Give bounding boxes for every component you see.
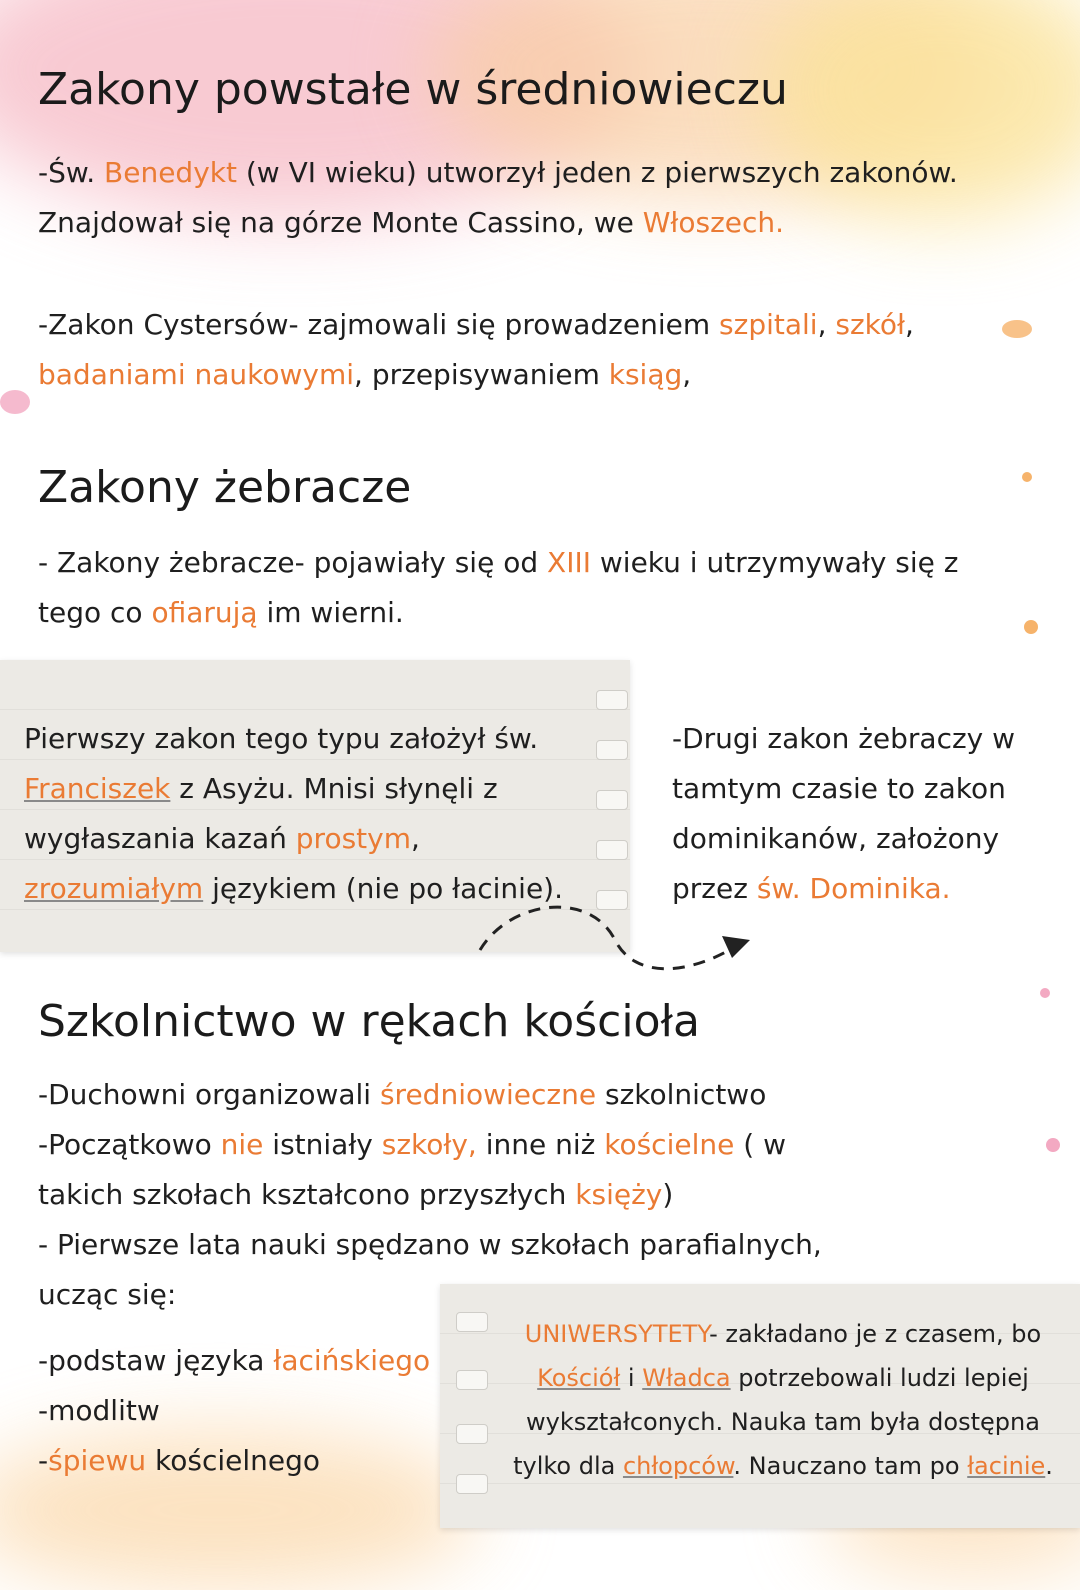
binder-ring xyxy=(456,1424,488,1444)
list-szkolnictwo: -Duchowni organizowali średniowieczne szkolnictwo -Początkowo nie istniały szkoły, inne niż kościelne ( w takich szkołach kształcono przyszłych księży) - Pierwsze lata nauki spędzano w szkołach parafialnych, ucząc się: xyxy=(38,1078,822,1311)
decor-dot xyxy=(1040,988,1050,998)
binder-ring xyxy=(596,740,628,760)
note-dominikanie: -Drugi zakon żebraczy w tamtym czasie to zakon dominikanów, założony przez św. Dominika. xyxy=(672,722,1016,905)
paragraph-zakony-zebracze: - Zakony żebracze- pojawiały się od XIII wieku i utrzymywały się z tego co ofiarują im wierni. xyxy=(38,546,959,629)
paragraph-benedykt: -Św. Benedykt (w VI wieku) utworzył jeden z pierwszych zakonów. Znajdował się na górze Monte Cassino, we Włoszech. xyxy=(38,156,958,239)
binder-ring xyxy=(596,790,628,810)
decor-dot xyxy=(1046,1138,1060,1152)
paragraph-cystersi: -Zakon Cystersów- zajmowali się prowadzeniem szpitali, szkół, badaniami naukowymi, przepisywaniem ksiąg, xyxy=(38,308,914,391)
note-franciszek: Pierwszy zakon tego typu założył św. Franciszek z Asyżu. Mnisi słynęli z wygłaszania kazań prostym, zrozumiałym językiem (nie po łacinie). xyxy=(24,722,564,905)
list-nauka-parafialna: -podstaw języka łacińskiego -modlitw -śpiewu kościelnego xyxy=(38,1344,431,1477)
binder-ring xyxy=(456,1474,488,1494)
section-title-zakony-sredniowiecze: Zakony powstałe w średniowieczu xyxy=(38,64,788,115)
binder-ring xyxy=(456,1312,488,1332)
section-title-zakony-zebracze: Zakony żebracze xyxy=(38,462,412,513)
dashed-arrow-icon xyxy=(470,900,770,990)
decor-dot xyxy=(0,390,30,414)
section-title-szkolnictwo: Szkolnictwo w rękach kościoła xyxy=(38,996,700,1047)
decor-dot xyxy=(1022,472,1032,482)
binder-ring xyxy=(456,1370,488,1390)
note-uniwersytety: UNIWERSYTETY- zakładano je z czasem, bo Kościół i Władca potrzebowali ludzi lepiej wykształconych. Nauka tam była dostępna tylko dla chłopców. Nauczano tam po łacinie. xyxy=(513,1320,1053,1480)
binder-ring xyxy=(596,690,628,710)
binder-ring xyxy=(596,840,628,860)
